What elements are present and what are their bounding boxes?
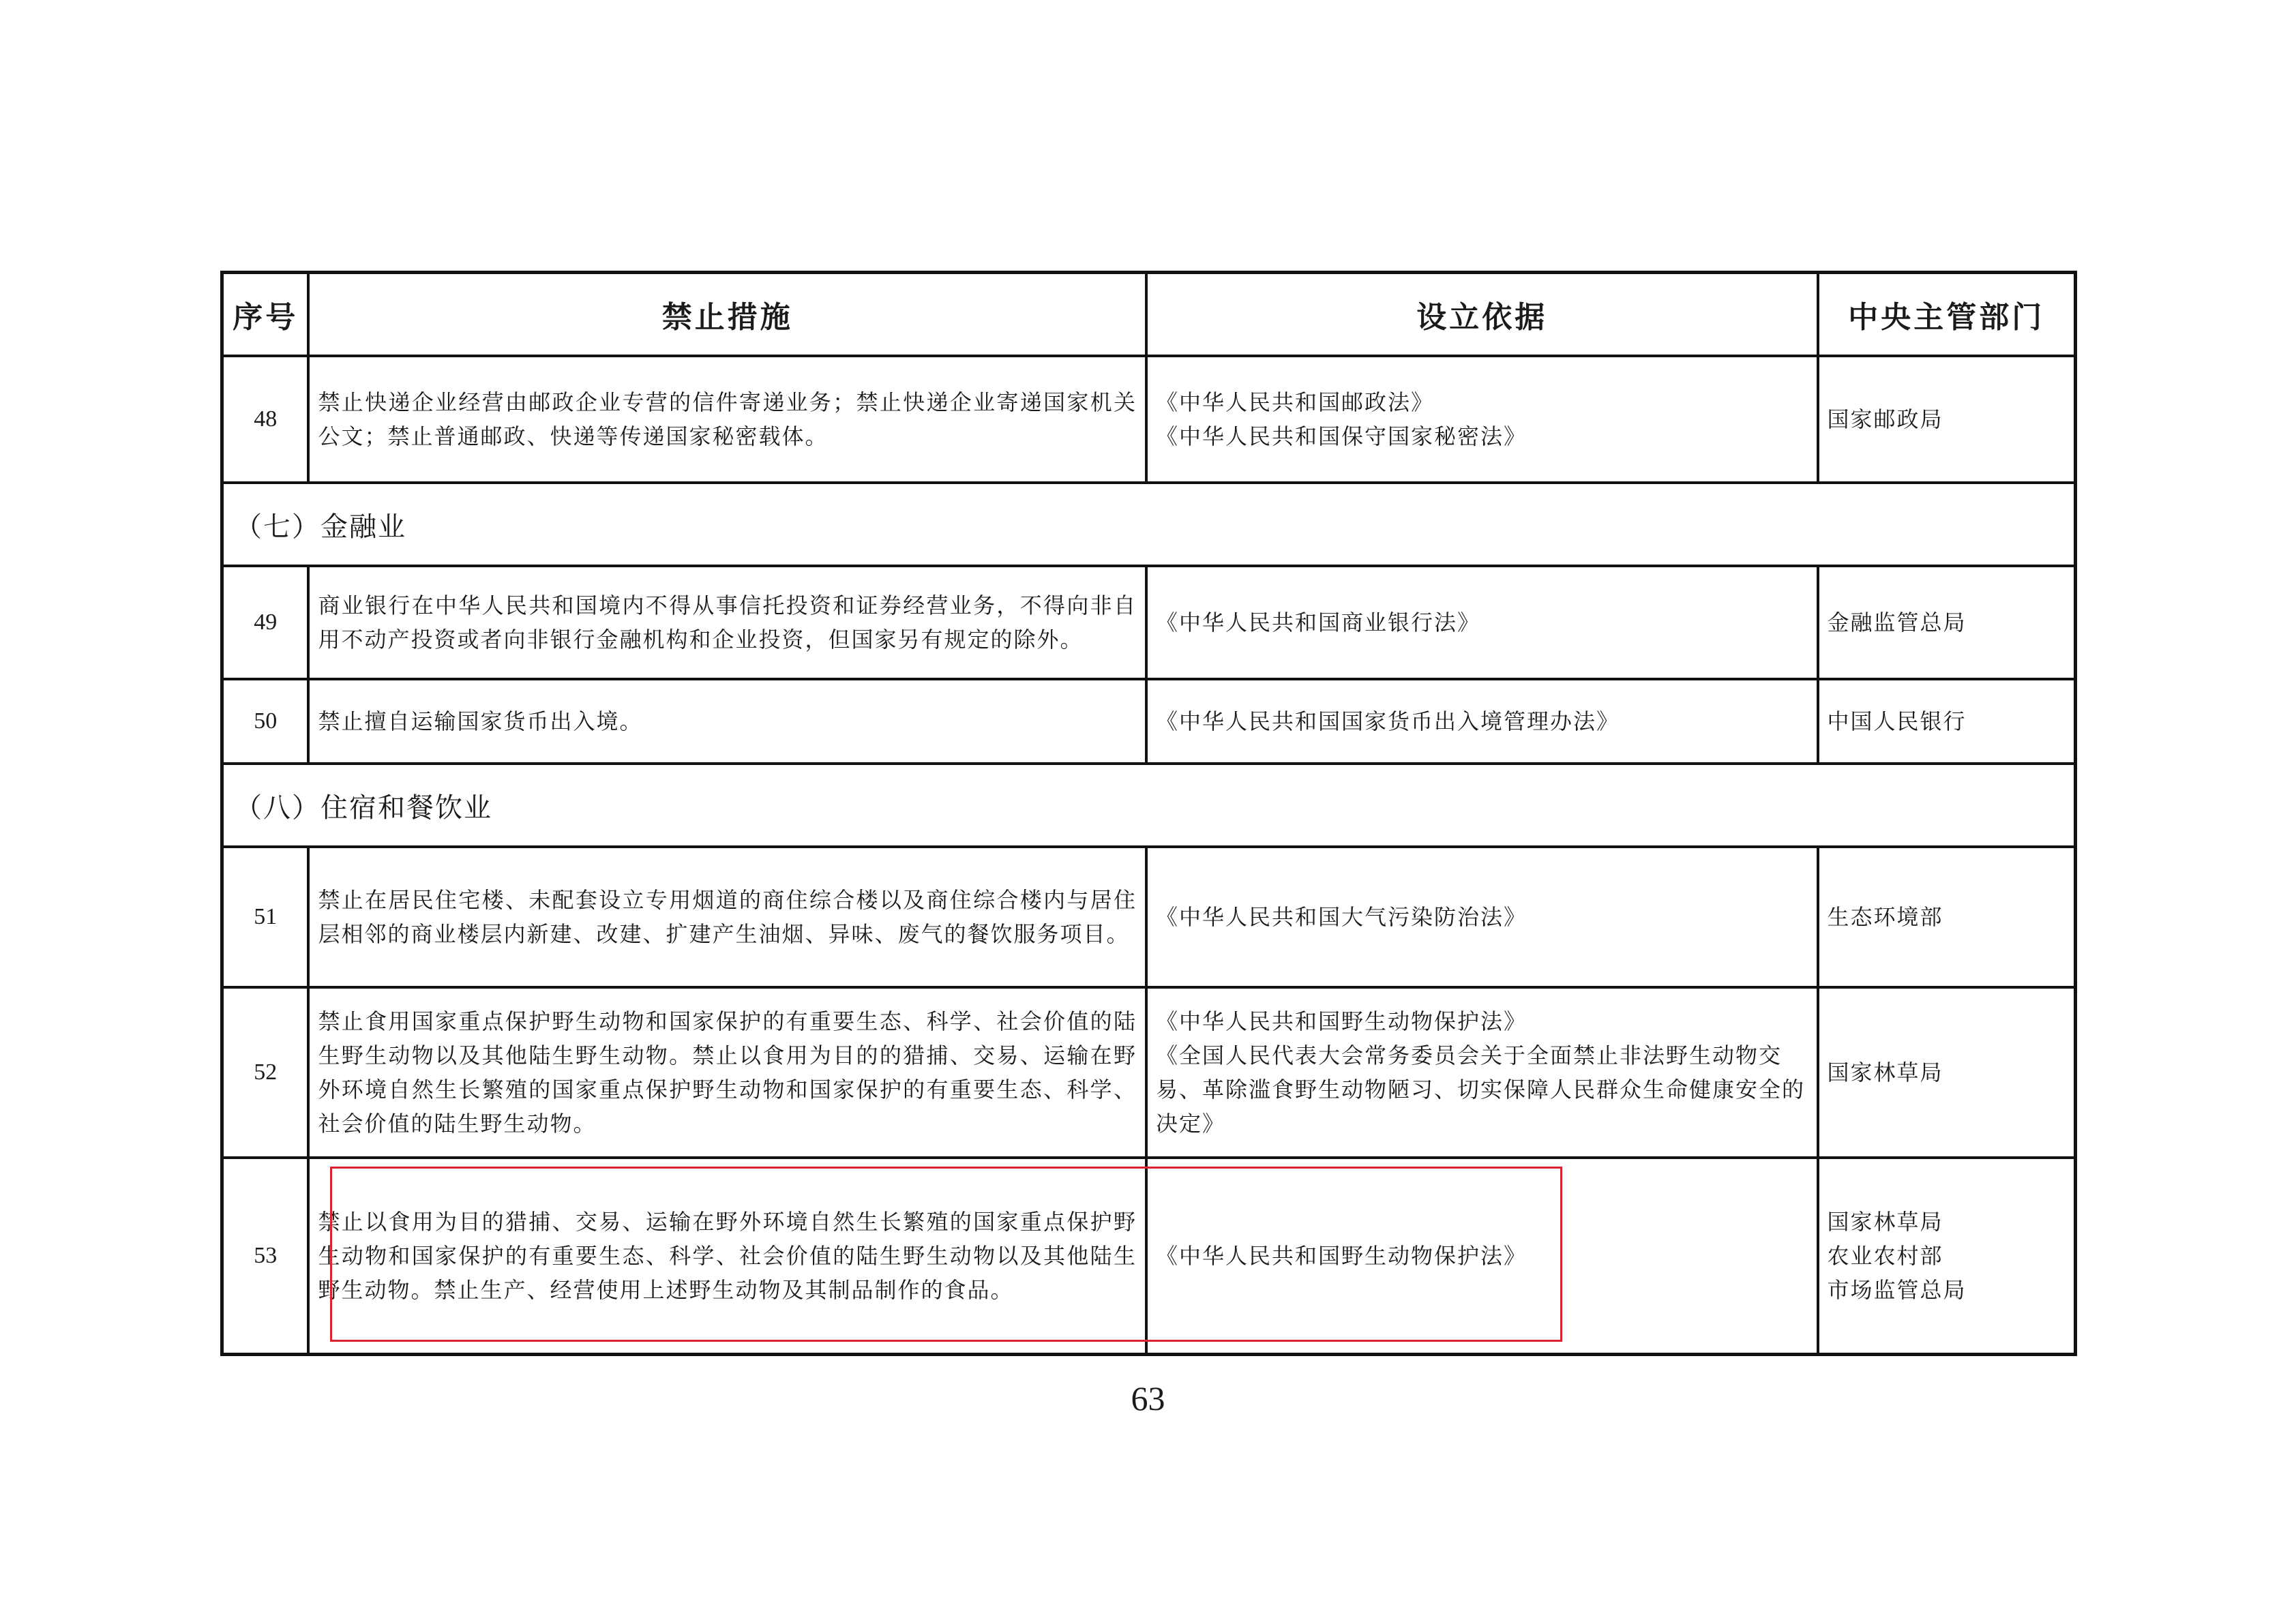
row-measure: 禁止快递企业经营由邮政企业专营的信件寄递业务；禁止快递企业寄递国家机关公文；禁止普通邮政、快递等传递国家秘密载体。 xyxy=(308,356,1146,483)
table-row xyxy=(222,847,2076,987)
table-row xyxy=(222,679,2076,764)
dept-line: 中国人民银行 xyxy=(1827,708,1967,734)
row-measure: 禁止擅自运输国家货币出入境。 xyxy=(308,679,1146,764)
section-title: （七）金融业 xyxy=(222,483,2076,566)
row-seq: 49 xyxy=(222,566,309,679)
row-basis xyxy=(1146,566,1818,679)
row-dept xyxy=(1818,566,2076,679)
basis-line: 《中华人民共和国大气污染防治法》 xyxy=(1155,904,1527,930)
basis-line: 《中华人民共和国野生动物保护法》 xyxy=(1155,1008,1527,1034)
header-basis: 设立依据 xyxy=(1146,273,1818,357)
row-measure: 商业银行在中华人民共和国境内不得从事信托投资和证券经营业务，不得向非自用不动产投资或者向非银行金融机构和企业投资，但国家另有规定的除外。 xyxy=(308,566,1146,679)
row-basis xyxy=(1146,1158,1818,1354)
dept-line: 生态环境部 xyxy=(1827,904,1943,930)
row-measure: 禁止食用国家重点保护野生动物和国家保护的有重要生态、科学、社会价值的陆生野生动物以及其他陆生野生动物。禁止以食用为目的的猎捕、交易、运输在野外环境自然生长繁殖的国家重点保护野生动物和国家保护的有重要生态、科学、社会价值的陆生野生动物。 xyxy=(308,987,1146,1158)
basis-line: 《中华人民共和国野生动物保护法》 xyxy=(1155,1242,1527,1269)
row-dept xyxy=(1818,987,2076,1158)
row-seq: 48 xyxy=(222,356,309,483)
row-dept xyxy=(1818,356,2076,483)
dept-line: 国家林草局 xyxy=(1827,1060,1943,1085)
row-dept xyxy=(1818,1158,2076,1354)
header-measure: 禁止措施 xyxy=(308,273,1146,357)
dept-line: 市场监管总局 xyxy=(1827,1276,1967,1303)
row-seq: 53 xyxy=(222,1158,309,1354)
basis-line: 《全国人民代表大会常务委员会关于全面禁止非法野生动物交易、革除滥食野生动物陋习、切实保障人民群众生命健康安全的决定》 xyxy=(1155,1042,1805,1137)
row-dept xyxy=(1818,847,2076,987)
table-row xyxy=(222,566,2076,679)
section-title: （八）住宿和餐饮业 xyxy=(222,764,2076,847)
dept-line: 农业农村部 xyxy=(1827,1242,1943,1269)
row-dept xyxy=(1818,679,2076,764)
section-row xyxy=(222,483,2076,566)
table-header-row xyxy=(222,273,2076,357)
basis-line: 《中华人民共和国保守国家秘密法》 xyxy=(1155,423,1527,449)
section-row xyxy=(222,764,2076,847)
dept-line: 国家邮政局 xyxy=(1827,406,1943,432)
regulation-table xyxy=(220,271,2077,1356)
row-basis xyxy=(1146,679,1818,764)
row-basis xyxy=(1146,987,1818,1158)
dept-line: 国家林草局 xyxy=(1827,1208,1943,1235)
page-number: 63 xyxy=(1131,1379,1165,1417)
dept-line: 金融监管总局 xyxy=(1827,610,1967,635)
header-dept: 中央主管部门 xyxy=(1818,273,2076,357)
table-row xyxy=(222,356,2076,483)
basis-line: 《中华人民共和国商业银行法》 xyxy=(1155,610,1480,635)
row-measure: 禁止以食用为目的猎捕、交易、运输在野外环境自然生长繁殖的国家重点保护野生动物和国家保护的有重要生态、科学、社会价值的陆生野生动物以及其他陆生野生动物。禁止生产、经营使用上述野生动物及其制品制作的食品。 xyxy=(308,1158,1146,1354)
basis-line: 《中华人民共和国国家货币出入境管理办法》 xyxy=(1155,708,1620,734)
row-basis xyxy=(1146,847,1818,987)
row-measure: 禁止在居民住宅楼、未配套设立专用烟道的商住综合楼以及商住综合楼内与居住层相邻的商业楼层内新建、改建、扩建产生油烟、异味、废气的餐饮服务项目。 xyxy=(308,847,1146,987)
basis-line: 《中华人民共和国邮政法》 xyxy=(1155,389,1434,415)
header-seq: 序号 xyxy=(222,273,309,357)
row-seq: 50 xyxy=(222,679,309,764)
row-basis xyxy=(1146,356,1818,483)
row-seq: 51 xyxy=(222,847,309,987)
table-row xyxy=(222,987,2076,1158)
table-row xyxy=(222,1158,2076,1354)
row-seq: 52 xyxy=(222,987,309,1158)
